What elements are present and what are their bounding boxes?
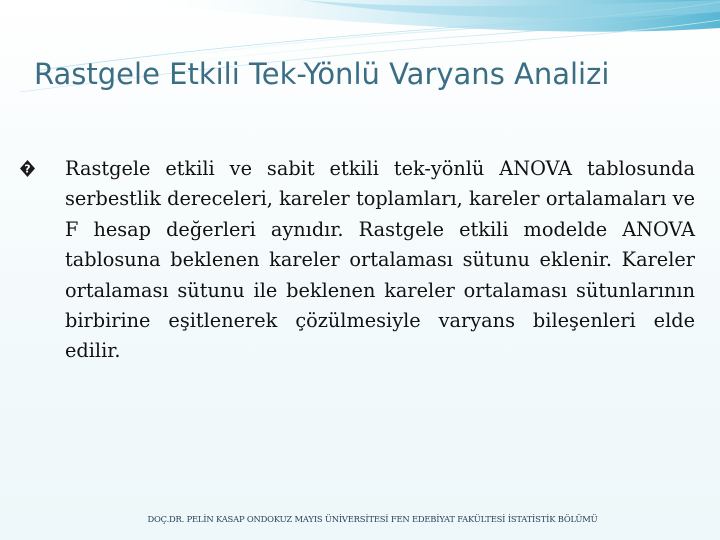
body-text: Rastgele etkili ve sabit etkili tek-yönlü ANOVA tablosunda serbestlik dereceleri, kareler toplamları, kareler ortalamaları ve F hesap değerleri aynıdır. Rastgele etkili modelde ANOVA tablosuna beklenen kareler ortalaması sütunu eklenir. Kareler ortalaması sütunu ile beklenen kareler ortalaması sütunlarının birbirine eşitlenerek çözülmesiyle varyans bileşenleri elde edilir. — [65, 157, 695, 363]
footer-credit: DOÇ.DR. PELİN KASAP ONDOKUZ MAYIS ÜNİVERSİTESİ FEN EDEBİYAT FAKÜLTESİ İSTATİSTİK BÖLÜMÜ — [147, 514, 598, 524]
slide-title: Rastgele Etkili Tek-Yönlü Varyans Analizi — [34, 57, 610, 91]
replacement-character-icon — [24, 157, 59, 176]
svg-text:?: ? — [24, 162, 31, 176]
slide-body-paragraph — [24, 154, 695, 367]
